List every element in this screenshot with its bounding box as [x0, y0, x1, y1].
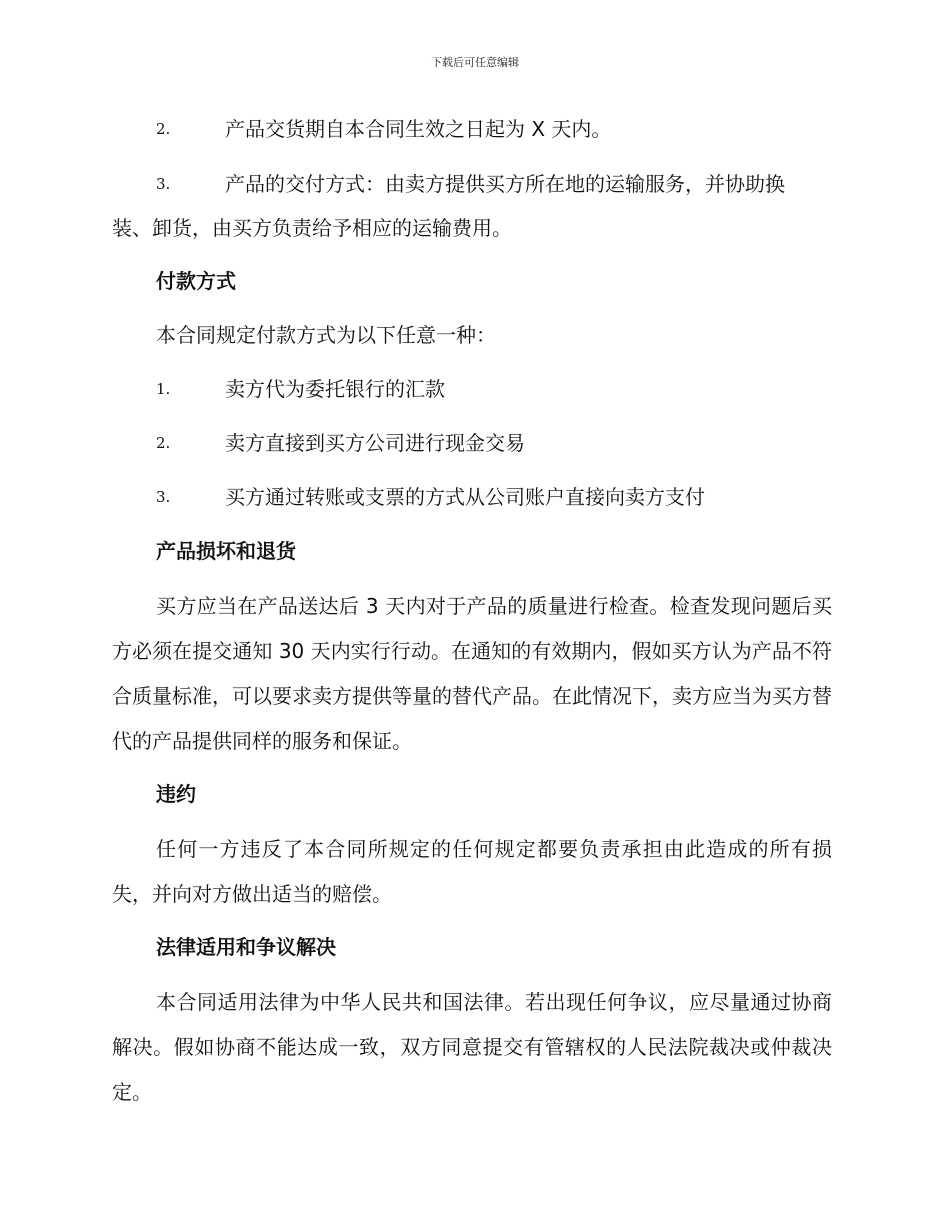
damage-paragraph: 买方应当在产品送达后 3 天内对于产品的质量进行检查。检查发现问题后买方必须在提交通知 30 天内实行行动。在通知的有效期内，假如买方认为产品不符合质量标准，可以要求卖方提供等量的替代产品。在此情况下，卖方应当为买方替代的产品提供同样的服务和保证。 — [112, 594, 832, 753]
section-heading-law: 法律适用和争议解决 — [156, 935, 336, 959]
breach-paragraph: 任何一方违反了本合同所规定的任何规定都要负责承担由此造成的所有损失，并向对方做出适当的赔偿。 — [112, 837, 832, 906]
list-item-delivery-2 — [112, 108, 832, 162]
list-number: 2. — [156, 120, 171, 138]
payment-intro: 本合同规定付款方式为以下任意一种： — [156, 323, 496, 347]
list-text: 产品的交付方式：由卖方提供买方所在地的运输服务，并协助换 — [225, 172, 785, 196]
document-body — [112, 108, 832, 1124]
section-heading-damage: 产品损坏和退货 — [156, 539, 296, 563]
list-number: 3. — [156, 488, 171, 506]
list-text: 买方通过转账或支票的方式从公司账户直接向卖方支付 — [225, 485, 705, 509]
list-number: 1. — [156, 380, 171, 398]
page-header: 下载后可任意编辑 — [431, 56, 519, 69]
list-text: 卖方代为委托银行的汇款 — [225, 377, 445, 401]
list-item-payment-2 — [112, 422, 832, 476]
list-item-payment-3 — [112, 476, 832, 530]
list-item-payment-1 — [112, 368, 832, 422]
list-text: 产品交货期自本合同生效之日起为 X 天内。 — [225, 117, 612, 141]
list-number: 3. — [156, 175, 171, 193]
law-paragraph: 本合同适用法律为中华人民共和国法律。若出现任何争议，应尽量通过协商解决。假如协商不能达成一致，双方同意提交有管辖权的人民法院裁决或仲裁决定。 — [112, 990, 832, 1104]
section-heading-payment: 付款方式 — [156, 269, 236, 293]
list-item-delivery-3 — [112, 162, 832, 260]
list-text: 卖方直接到买方公司进行现金交易 — [225, 431, 525, 455]
section-heading-breach: 违约 — [156, 782, 196, 806]
list-text-continuation: 装、卸货，由买方负责给予相应的运输费用。 — [112, 216, 512, 240]
list-number: 2. — [156, 434, 171, 452]
